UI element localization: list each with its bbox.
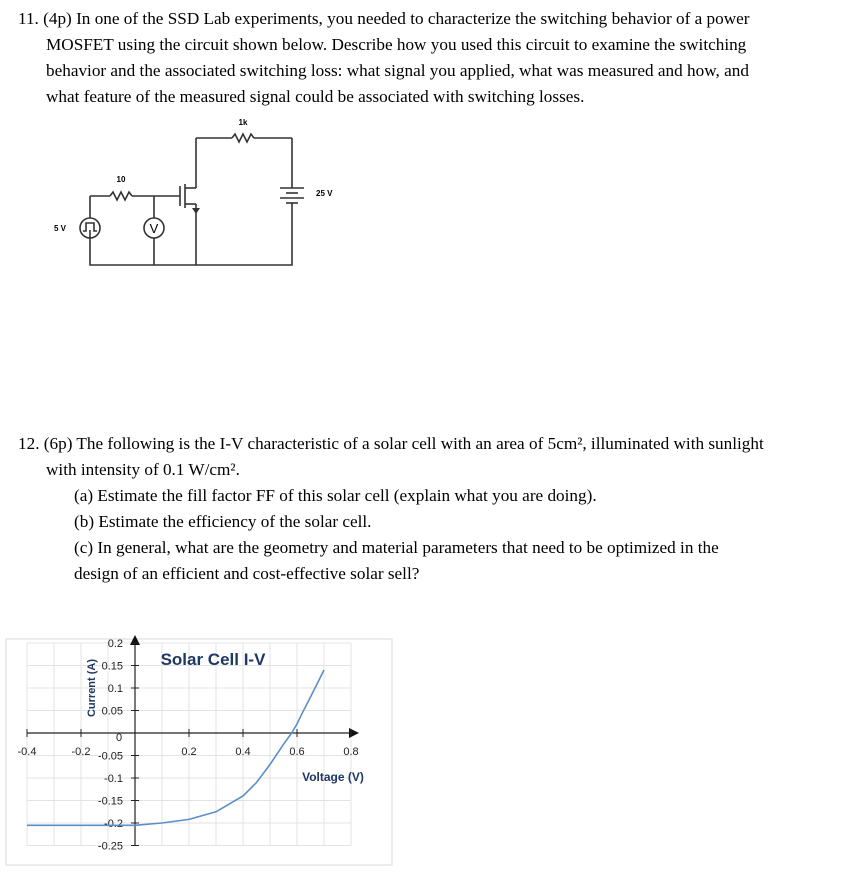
source-label: 5 V (54, 224, 67, 233)
x-tick-label: 0.8 (343, 746, 359, 758)
drain-resistor-label: 1k (238, 118, 248, 127)
question-12 (18, 431, 828, 587)
x-tick-label: 0.2 (181, 746, 197, 758)
drain-resistor (232, 134, 254, 142)
gate-resistor-label: 10 (116, 175, 126, 184)
solar-cell-chart (0, 633, 395, 867)
y-tick-label: 0.15 (101, 660, 123, 673)
x-tick-label: -0.4 (17, 746, 37, 758)
y-tick-label: 0.1 (107, 683, 123, 695)
bottom-wire (90, 210, 292, 265)
q12-part-c-line-2: design of an efficient and cost-effective solar sell? (74, 564, 420, 583)
y-tick-label: -0.1 (104, 773, 123, 785)
q12-part-b: (b) Estimate the efficiency of the solar cell. (74, 512, 372, 531)
q11-line-2: MOSFET using the circuit shown below. Describe how you used this circuit to examine the switching (46, 35, 747, 54)
question-11 (18, 6, 828, 110)
y-tick-label: -0.15 (97, 795, 123, 808)
q12-line-2: with intensity of 0.1 W/cm². (46, 460, 240, 479)
chart-frame (6, 639, 392, 865)
solar-cell-iv-plot (0, 633, 395, 867)
q12-part-c-line-1: (c) In general, what are the geometry and material parameters that need to be optimized in the (74, 538, 719, 557)
pulse-symbol (83, 223, 97, 231)
q12-part-a: (a) Estimate the fill factor FF of this solar cell (explain what you are doing). (74, 486, 597, 505)
origin-label: 0 (115, 732, 123, 744)
q12-line-1: 12. (6p) The following is the I-V characteristic of a solar cell with an area of 5cm², illuminated with sunlight (18, 434, 764, 453)
y-tick-label: -0.2 (104, 818, 123, 830)
y-tick-label: -0.05 (97, 750, 123, 763)
y-tick-label: 0.05 (101, 705, 123, 718)
chart-title: Solar Cell I-V (160, 650, 266, 669)
y-tick-label: 0.2 (107, 638, 123, 650)
y-tick-label: -0.25 (97, 840, 123, 853)
y-axis-label: Current (A) (86, 658, 98, 718)
q11-line-3: behavior and the associated switching loss: what signal you applied, what was measured and how, and (46, 61, 749, 80)
q11-line-1: 11. (4p) In one of the SSD Lab experiments, you needed to characterize the switching behavior of a power (18, 9, 750, 28)
x-axis-label: Voltage (V) (302, 770, 364, 784)
x-tick-label: 0.6 (289, 746, 305, 758)
voltmeter-label: V (149, 221, 159, 236)
supply-label: 25 V (316, 189, 333, 198)
x-tick-label: -0.2 (71, 746, 91, 758)
q11-line-4: what feature of the measured signal could be associated with switching losses. (46, 87, 585, 106)
mosfet-switching-circuit (40, 110, 360, 270)
gate-resistor (110, 192, 132, 200)
x-tick-label: 0.4 (235, 746, 251, 758)
